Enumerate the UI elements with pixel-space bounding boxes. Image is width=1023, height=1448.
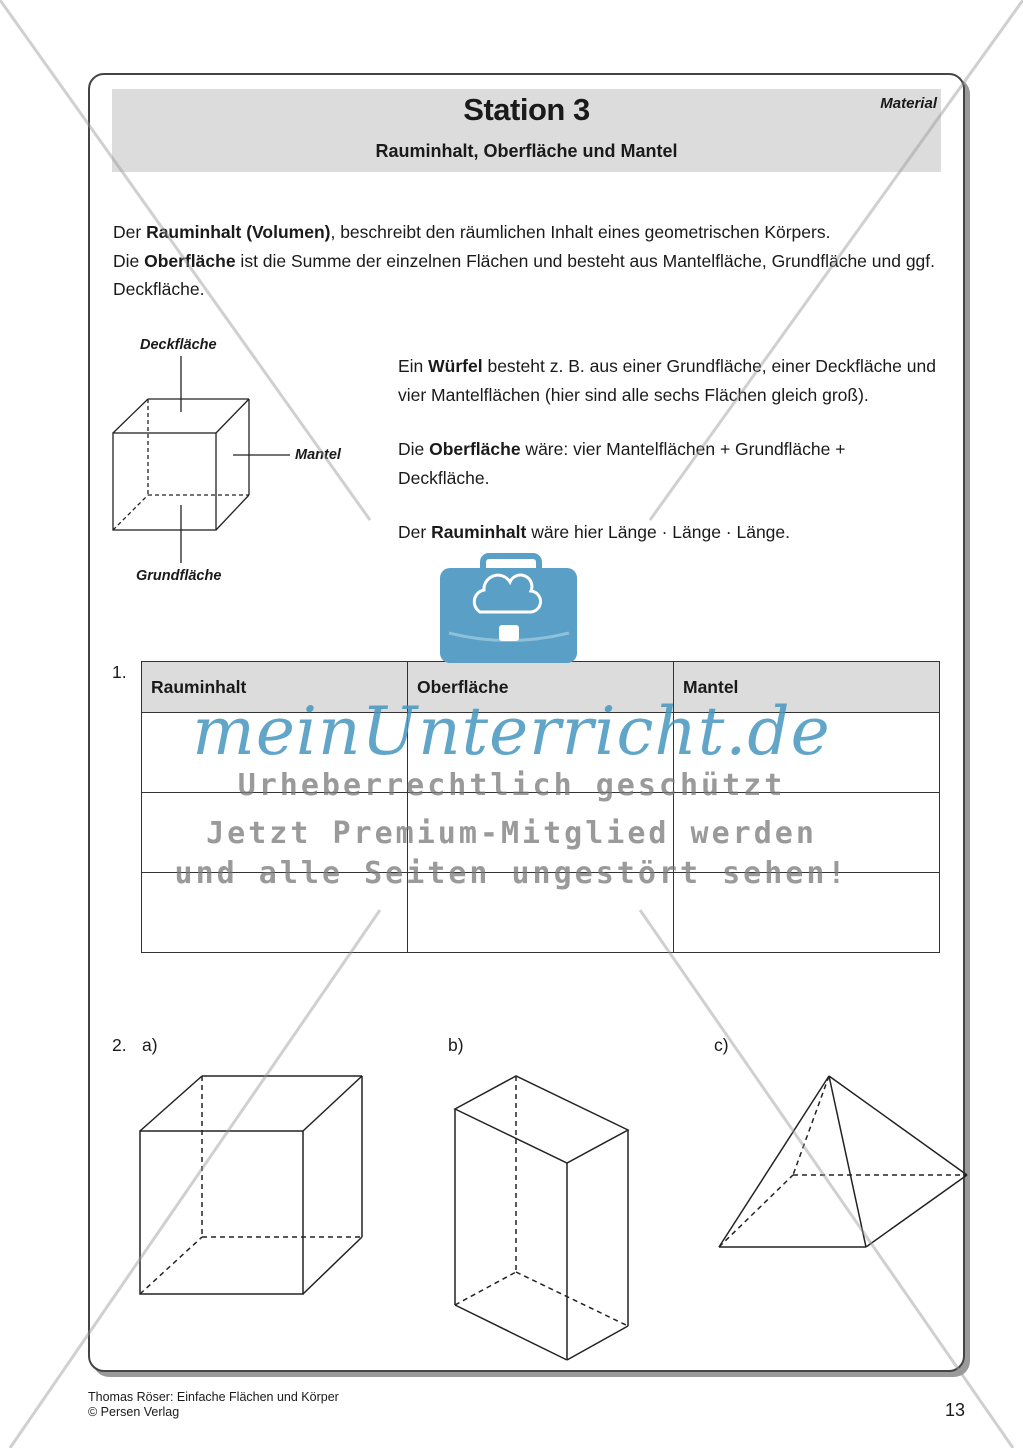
footer-publisher: © Persen Verlag [88,1405,180,1419]
watermark-brand: meinUnterricht.de [192,693,831,770]
footer [88,1390,339,1420]
page-title: Station 3 [463,92,590,127]
explanation-paragraph-3: Der Rauminhalt wäre hier Länge · Länge · Länge. [398,522,791,542]
label-grundflaeche: Grundfläche [136,568,222,584]
intro-paragraph-2: Die Oberfläche ist die Summe der einzelnen Flächen und besteht aus Mantelfläche, Grundfläche und ggf. Deckfläche. [113,250,936,299]
material-tag: Material [880,95,937,112]
page-number: 13 [944,1400,965,1420]
task-1-number: 1. [112,662,127,682]
task-2b-label: b) [448,1035,464,1055]
column-header-rauminhalt: Rauminhalt [142,662,408,713]
label-mantel: Mantel [295,447,341,463]
task-2a-label: a) [142,1035,158,1055]
task-2c-label: c) [714,1035,729,1055]
task-2-number: 2. [112,1035,127,1055]
label-deckflaeche: Deckfläche [140,337,217,353]
watermark-line-3: und alle Seiten ungestört sehen! [174,856,849,891]
column-header-oberflaeche: Oberfläche [408,662,674,713]
footer-author: Thomas Röser: Einfache Flächen und Körper [88,1390,339,1404]
watermark-line-2: Jetzt Premium-Mitglied werden [206,816,817,851]
watermark-line-1: Urheberrechtlich geschützt [237,768,786,803]
intro-paragraph-1: Der Rauminhalt (Volumen), beschreibt den räumlichen Inhalt eines geometrischen Körpers. [113,222,831,242]
column-header-mantel: Mantel [674,662,940,713]
page-subtitle: Rauminhalt, Oberfläche und Mantel [375,141,678,161]
explanation-paragraph-1: Ein Würfel besteht z. B. aus einer Grundfläche, einer Deckfläche und vier Mantelflächen (hier sind alle sechs Flächen gleich groß). [398,356,936,405]
explanation-paragraph-2: Die Oberfläche wäre: vier Mantelflächen + Grundfläche + Deckfläche. [398,439,846,488]
